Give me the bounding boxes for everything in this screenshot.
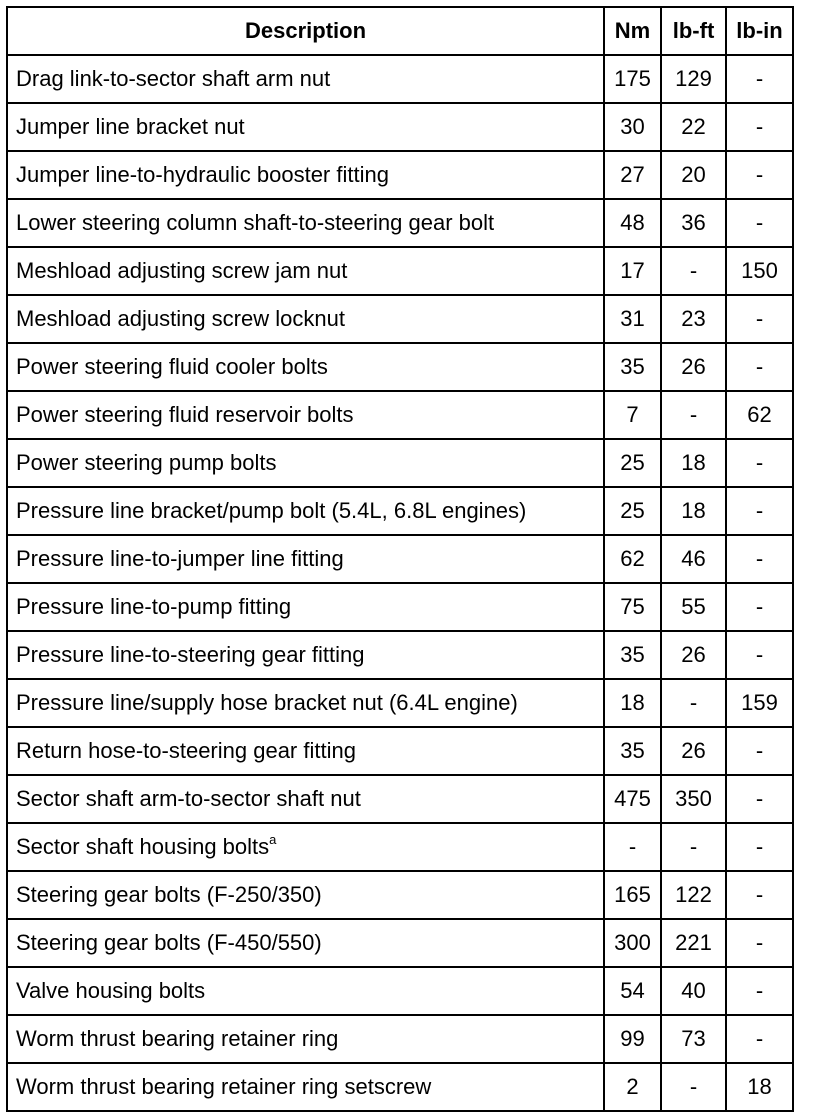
description-text: Steering gear bolts (F-450/550): [16, 930, 322, 955]
description-cell: [7, 1063, 604, 1111]
torque-spec-table: [6, 6, 794, 1112]
description-text: Power steering pump bolts: [16, 450, 277, 475]
description-text: Steering gear bolts (F-250/350): [16, 882, 322, 907]
nm-value: 75: [604, 583, 661, 631]
table-row: [7, 727, 793, 775]
lb-in-value: -: [726, 775, 793, 823]
lb-in-value: -: [726, 199, 793, 247]
nm-value: 300: [604, 919, 661, 967]
lb-in-value: -: [726, 727, 793, 775]
table-row: [7, 679, 793, 727]
table-row: [7, 487, 793, 535]
lb-in-value: -: [726, 103, 793, 151]
lb-in-value: 62: [726, 391, 793, 439]
nm-value: 62: [604, 535, 661, 583]
nm-value: 2: [604, 1063, 661, 1111]
description-text: Sector shaft arm-to-sector shaft nut: [16, 786, 361, 811]
lb-ft-value: -: [661, 679, 726, 727]
lb-ft-value: 26: [661, 631, 726, 679]
table-row: [7, 295, 793, 343]
lb-in-value: -: [726, 583, 793, 631]
nm-value: 30: [604, 103, 661, 151]
table-row: [7, 199, 793, 247]
nm-value: 54: [604, 967, 661, 1015]
nm-value: 35: [604, 631, 661, 679]
description-cell: [7, 967, 604, 1015]
table-row: [7, 343, 793, 391]
nm-value: 48: [604, 199, 661, 247]
lb-in-value: 18: [726, 1063, 793, 1111]
header-row: [7, 7, 793, 55]
header-lb-ft: lb-ft: [661, 7, 726, 55]
lb-in-value: -: [726, 631, 793, 679]
lb-in-value: -: [726, 823, 793, 871]
table-row: [7, 631, 793, 679]
lb-in-value: -: [726, 439, 793, 487]
description-text: Pressure line-to-pump fitting: [16, 594, 292, 619]
nm-value: 18: [604, 679, 661, 727]
description-cell: [7, 727, 604, 775]
lb-ft-value: 40: [661, 967, 726, 1015]
table-header: [7, 7, 793, 55]
nm-value: 175: [604, 55, 661, 103]
lb-ft-value: 18: [661, 439, 726, 487]
lb-in-value: -: [726, 343, 793, 391]
description-cell: [7, 487, 604, 535]
nm-value: 27: [604, 151, 661, 199]
description-cell: [7, 439, 604, 487]
description-cell: [7, 343, 604, 391]
lb-in-value: -: [726, 487, 793, 535]
lb-ft-value: 55: [661, 583, 726, 631]
table-row: [7, 583, 793, 631]
description-cell: [7, 295, 604, 343]
nm-value: 35: [604, 343, 661, 391]
lb-ft-value: 46: [661, 535, 726, 583]
header-nm: Nm: [604, 7, 661, 55]
lb-ft-value: -: [661, 247, 726, 295]
description-cell: [7, 583, 604, 631]
table-row: [7, 1063, 793, 1111]
header-description: Description: [7, 7, 604, 55]
description-text: Worm thrust bearing retainer ring: [16, 1026, 339, 1051]
lb-ft-value: 350: [661, 775, 726, 823]
table-body: [7, 55, 793, 1111]
nm-value: 35: [604, 727, 661, 775]
lb-in-value: -: [726, 919, 793, 967]
table-row: [7, 967, 793, 1015]
nm-value: 99: [604, 1015, 661, 1063]
nm-value: 25: [604, 487, 661, 535]
nm-value: 475: [604, 775, 661, 823]
table-row: [7, 103, 793, 151]
lb-ft-value: 20: [661, 151, 726, 199]
nm-value: 25: [604, 439, 661, 487]
lb-ft-value: 221: [661, 919, 726, 967]
description-text: Lower steering column shaft-to-steering gear bolt: [16, 210, 495, 235]
lb-in-value: -: [726, 1015, 793, 1063]
lb-in-value: -: [726, 967, 793, 1015]
header-lb-in: lb-in: [726, 7, 793, 55]
lb-in-value: -: [726, 871, 793, 919]
lb-in-value: -: [726, 535, 793, 583]
description-cell: [7, 391, 604, 439]
table-row: [7, 55, 793, 103]
table-row: [7, 151, 793, 199]
description-text: Power steering fluid cooler bolts: [16, 354, 328, 379]
description-cell: [7, 1015, 604, 1063]
table-row: [7, 391, 793, 439]
description-cell: [7, 55, 604, 103]
description-cell: [7, 631, 604, 679]
lb-ft-value: 26: [661, 343, 726, 391]
lb-ft-value: 36: [661, 199, 726, 247]
lb-in-value: -: [726, 151, 793, 199]
lb-ft-value: 122: [661, 871, 726, 919]
description-cell: [7, 199, 604, 247]
table-row: [7, 535, 793, 583]
lb-ft-value: -: [661, 1063, 726, 1111]
nm-value: 165: [604, 871, 661, 919]
description-cell: [7, 103, 604, 151]
nm-value: 31: [604, 295, 661, 343]
description-text: Pressure line-to-steering gear fitting: [16, 642, 365, 667]
description-text: Meshload adjusting screw locknut: [16, 306, 345, 331]
lb-ft-value: -: [661, 391, 726, 439]
description-text: Return hose-to-steering gear fitting: [16, 738, 356, 763]
description-text: Valve housing bolts: [16, 978, 206, 1003]
description-cell: [7, 535, 604, 583]
description-cell: [7, 823, 604, 871]
description-cell: [7, 151, 604, 199]
description-cell: [7, 871, 604, 919]
lb-ft-value: 23: [661, 295, 726, 343]
table-row: [7, 775, 793, 823]
nm-value: -: [604, 823, 661, 871]
lb-in-value: 159: [726, 679, 793, 727]
lb-in-value: -: [726, 55, 793, 103]
description-text: Worm thrust bearing retainer ring setscrew: [16, 1074, 432, 1099]
description-text: Jumper line bracket nut: [16, 114, 245, 139]
lb-ft-value: 26: [661, 727, 726, 775]
table-row: [7, 439, 793, 487]
description-cell: [7, 679, 604, 727]
description-cell: [7, 919, 604, 967]
table-row: [7, 1015, 793, 1063]
lb-ft-value: 73: [661, 1015, 726, 1063]
description-text: Jumper line-to-hydraulic booster fitting: [16, 162, 389, 187]
table-row: [7, 919, 793, 967]
lb-ft-value: 18: [661, 487, 726, 535]
table-row: [7, 823, 793, 871]
lb-ft-value: -: [661, 823, 726, 871]
description-cell: [7, 775, 604, 823]
lb-ft-value: 129: [661, 55, 726, 103]
description-text: Pressure line/supply hose bracket nut (6.4L engine): [16, 690, 518, 715]
description-text: Pressure line bracket/pump bolt (5.4L, 6.8L engines): [16, 498, 527, 523]
lb-in-value: 150: [726, 247, 793, 295]
description-cell: [7, 247, 604, 295]
description-text: Power steering fluid reservoir bolts: [16, 402, 354, 427]
nm-value: 7: [604, 391, 661, 439]
footnote-marker: a: [269, 832, 277, 847]
lb-in-value: -: [726, 295, 793, 343]
description-text: Pressure line-to-jumper line fitting: [16, 546, 344, 571]
description-text: Drag link-to-sector shaft arm nut: [16, 66, 331, 91]
table-row: [7, 871, 793, 919]
description-text: Meshload adjusting screw jam nut: [16, 258, 348, 283]
lb-ft-value: 22: [661, 103, 726, 151]
description-text: Sector shaft housing bolts: [16, 834, 270, 859]
table-row: [7, 247, 793, 295]
nm-value: 17: [604, 247, 661, 295]
